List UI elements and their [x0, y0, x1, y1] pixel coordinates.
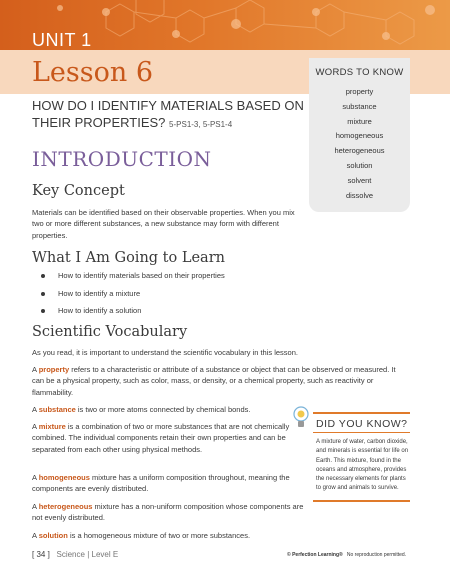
vocab-word: property	[345, 87, 374, 96]
vocab-word: solvent	[347, 175, 372, 185]
term-heterogeneous: heterogeneous	[38, 502, 93, 511]
lesson-question	[32, 97, 312, 133]
vocab-word: substance	[342, 101, 377, 111]
learn-item: How to identify a mixture	[44, 289, 140, 298]
definition-substance: A substance is two or more atoms connected by chemical bonds.	[32, 405, 251, 414]
term-homogeneous: homogeneous	[38, 473, 90, 482]
vocab-word: solution	[346, 160, 373, 170]
question-text: HOW DO I IDENTIFY MATERIALS BASED ON THEIR PROPERTIES?	[32, 98, 304, 130]
did-you-know-rule-bottom	[313, 500, 410, 502]
copyright-notice	[287, 552, 406, 558]
footer-level: Level E	[91, 550, 119, 559]
introduction-heading: INTRODUCTION	[32, 147, 212, 171]
page-number: 34	[36, 550, 46, 559]
term-property: property	[38, 365, 70, 374]
definition-homogeneous: A homogeneous mixture has a uniform composition throughout, meaning the components are evenly distributed.	[32, 473, 290, 494]
page-footer: [ 34 ] Science | Level E	[32, 550, 119, 559]
lightbulb-icon	[292, 405, 310, 431]
did-you-know-title: DID YOU KNOW?	[316, 418, 408, 430]
words-to-know-title: WORDS TO KNOW	[315, 67, 404, 78]
key-concept-heading: Key Concept	[32, 183, 125, 199]
term-mixture: mixture	[38, 422, 66, 431]
vocabulary-heading: Scientific Vocabulary	[32, 324, 188, 340]
lesson-title: Lesson 6	[32, 57, 154, 88]
term-solution: solution	[38, 531, 68, 540]
definition-heterogeneous: A heterogeneous mixture has a non-uniform composition whose components are not evenly distributed.	[32, 502, 304, 523]
did-you-know-text: A mixture of water, carbon dioxide, and minerals is essential for life on Earth. This mixture, found in the oceans and atmosphere, provides the necessary elements for plants to grow and animals to survive.	[316, 439, 409, 492]
unit-label: UNIT 1	[32, 30, 92, 50]
definition-mixture: A mixture is a combination of two or more substances that are not chemically combined. The individual components retain their own properties and can be separated from each other using physical methods.	[32, 422, 290, 454]
header-banner	[0, 0, 450, 50]
vocab-word: dissolve	[345, 190, 374, 200]
term-substance: substance	[38, 405, 76, 414]
vocabulary-intro: As you read, it is important to understand the scientific vocabulary in this lesson.	[32, 348, 298, 357]
did-you-know-rule	[313, 432, 410, 433]
publisher: © Perfection Learning®	[287, 552, 343, 558]
learn-item: How to identify a solution	[44, 306, 141, 315]
definition-property: A property refers to a characteristic or attribute of a substance or object that can be observed or measured. It can be a physical property, such as color, mass, or density, or a chemical property, such as reactivity or flammability.	[32, 365, 396, 397]
standards-code: 5-PS1-3, 5-PS1-4	[169, 120, 233, 129]
words-to-know-box	[309, 58, 410, 212]
learn-item: How to identify materials based on their properties	[44, 271, 225, 280]
definition-solution: A solution is a homogeneous mixture of two or more substances.	[32, 531, 251, 540]
vocab-word: homogeneous	[335, 131, 384, 141]
vocab-word: heterogeneous	[334, 146, 385, 156]
vocab-word: mixture	[347, 116, 372, 126]
reproduction-notice: No reproduction permitted.	[346, 552, 407, 558]
footer-subject: Science	[56, 550, 85, 559]
did-you-know-rule-top	[313, 412, 410, 414]
learn-heading: What I Am Going to Learn	[32, 250, 225, 266]
key-concept-text: Materials can be identified based on their observable properties. When you mix two or more different substances, a new substance may form with different properties.	[32, 208, 295, 240]
